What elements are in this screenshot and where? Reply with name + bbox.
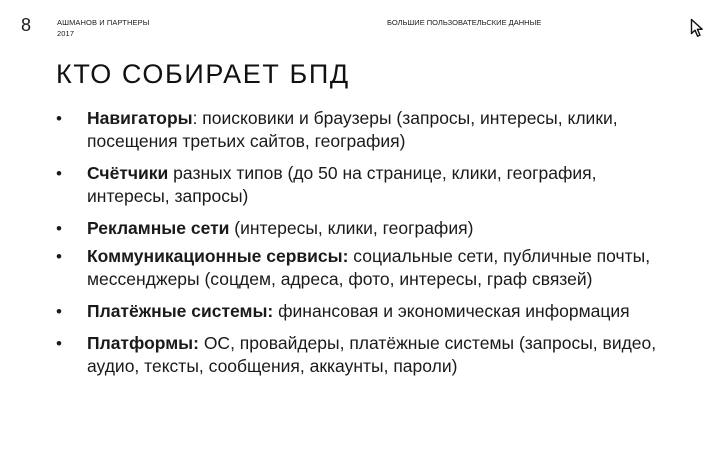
list-item: [56, 332, 676, 378]
bullet-text: ОС, провайдеры, платёжные системы (запросы, видео, аудио, тексты, сообщения, аккаунты, пароли): [87, 333, 657, 376]
bullet-marker: •: [56, 334, 62, 353]
bullet-list: [56, 107, 676, 383]
bullet-marker: •: [56, 219, 62, 238]
bullet-text: разных типов (до 50 на странице, клики, география, интересы, запросы): [87, 163, 597, 206]
company-name: АШМАНОВ И ПАРТНЕРЫ: [57, 18, 150, 27]
list-item: [56, 107, 676, 153]
bullet-marker: •: [56, 302, 62, 321]
bullet-marker: •: [56, 109, 62, 128]
bullet-text: социальные сети, публичные почты, мессенджеры (соцдем, адреса, фото, интересы, граф связей): [87, 246, 651, 289]
bullet-text: финансовая и экономическая информация: [273, 301, 630, 321]
bullet-term: Платёжные системы:: [87, 301, 274, 321]
bullet-text: (интересы, клики, география): [229, 218, 474, 238]
bullet-term: Платформы:: [87, 333, 199, 353]
mouse-pointer-icon: [690, 18, 704, 38]
bullet-marker: •: [56, 247, 62, 266]
bullet-term: Навигаторы: [87, 108, 193, 128]
company-header: [57, 17, 149, 39]
list-item: [56, 162, 676, 208]
company-year: 2017: [57, 29, 75, 38]
bullet-term: Рекламные сети: [87, 218, 230, 238]
list-item: [56, 217, 676, 240]
bullet-marker: •: [56, 164, 62, 183]
page-number: 8: [21, 15, 32, 35]
slide-title: КТО СОБИРАЕТ БПД: [56, 59, 350, 89]
bullet-term: Коммуникационные сервисы:: [87, 246, 349, 266]
bullet-text: : поисковики и браузеры (запросы, интересы, клики, посещения третьих сайтов, география): [87, 108, 618, 151]
list-item: [56, 300, 676, 323]
list-item: [56, 245, 676, 291]
bullet-term: Счётчики: [87, 163, 169, 183]
running-title: БОЛЬШИЕ ПОЛЬЗОВАТЕЛЬСКИЕ ДАННЫЕ: [387, 18, 542, 27]
